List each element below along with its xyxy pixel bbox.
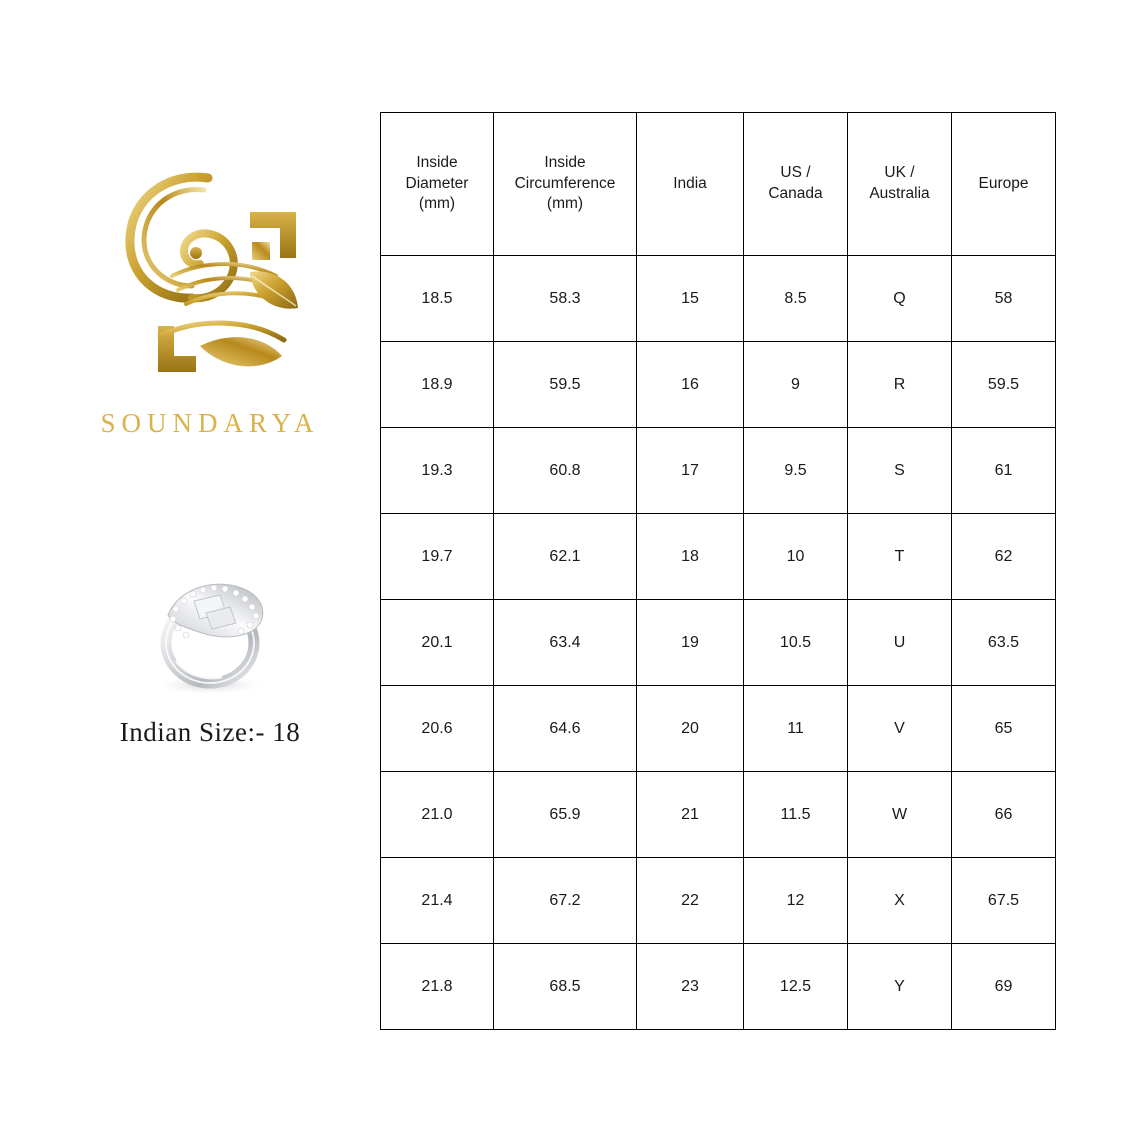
table-row xyxy=(381,428,1056,514)
header-line: India xyxy=(673,174,707,192)
cell-inside-circumference: 62.1 xyxy=(494,514,637,600)
cell-india: 22 xyxy=(637,858,744,944)
cell-inside-circumference: 59.5 xyxy=(494,342,637,428)
cell-inside-diameter: 19.7 xyxy=(381,514,494,600)
cell-inside-circumference: 60.8 xyxy=(494,428,637,514)
header-inside-diameter xyxy=(381,113,494,256)
cell-india: 16 xyxy=(637,342,744,428)
cell-us-canada: 11.5 xyxy=(744,772,848,858)
cell-india: 20 xyxy=(637,686,744,772)
brand-logo xyxy=(100,150,320,400)
header-inside-circumference xyxy=(494,113,637,256)
cell-inside-circumference: 63.4 xyxy=(494,600,637,686)
cell-inside-diameter: 20.6 xyxy=(381,686,494,772)
cell-india: 21 xyxy=(637,772,744,858)
cell-inside-circumference: 67.2 xyxy=(494,858,637,944)
cell-inside-diameter: 20.1 xyxy=(381,600,494,686)
cell-us-canada: 10 xyxy=(744,514,848,600)
header-line: Inside xyxy=(544,153,586,171)
cell-india: 15 xyxy=(637,256,744,342)
ring-size-table-wrapper xyxy=(380,112,1055,1030)
cell-india: 19 xyxy=(637,600,744,686)
table-row xyxy=(381,514,1056,600)
brand-name: SOUNDARYA xyxy=(100,408,320,438)
cell-europe: 66 xyxy=(952,772,1056,858)
header-line: UK / xyxy=(884,164,915,182)
cell-us-canada: 10.5 xyxy=(744,600,848,686)
header-us-canada xyxy=(744,113,848,256)
cell-us-canada: 12.5 xyxy=(744,944,848,1030)
cell-uk-australia: W xyxy=(848,772,952,858)
cell-europe: 62 xyxy=(952,514,1056,600)
ring-image xyxy=(110,557,310,707)
header-india xyxy=(637,113,744,256)
header-line: Australia xyxy=(869,185,930,202)
header-uk-australia xyxy=(848,113,952,256)
cell-india: 18 xyxy=(637,514,744,600)
cell-europe: 58 xyxy=(952,256,1056,342)
table-row xyxy=(381,944,1056,1030)
indian-size-caption: Indian Size:- 18 xyxy=(119,717,301,747)
cell-us-canada: 9 xyxy=(744,342,848,428)
table-row xyxy=(381,342,1056,428)
header-line: (mm) xyxy=(546,195,584,213)
header-line: Circumference xyxy=(514,174,616,192)
diamond-ring-photo xyxy=(110,557,310,707)
cell-europe: 61 xyxy=(952,428,1056,514)
cell-europe: 63.5 xyxy=(952,600,1056,686)
cell-uk-australia: Q xyxy=(848,256,952,342)
table-row xyxy=(381,772,1056,858)
cell-india: 17 xyxy=(637,428,744,514)
cell-europe: 67.5 xyxy=(952,858,1056,944)
cell-inside-diameter: 21.0 xyxy=(381,772,494,858)
table-row xyxy=(381,686,1056,772)
cell-uk-australia: S xyxy=(848,428,952,514)
table-row xyxy=(381,600,1056,686)
cell-inside-circumference: 68.5 xyxy=(494,944,637,1030)
header-line: Diameter xyxy=(405,174,469,192)
brand-panel xyxy=(60,150,360,748)
header-line: US / xyxy=(780,164,811,182)
ring-size-table xyxy=(380,112,1056,1030)
cell-uk-australia: T xyxy=(848,514,952,600)
table-header-row xyxy=(381,113,1056,256)
cell-uk-australia: V xyxy=(848,686,952,772)
header-europe xyxy=(952,113,1056,256)
cell-uk-australia: R xyxy=(848,342,952,428)
cell-us-canada: 11 xyxy=(744,686,848,772)
cell-inside-diameter: 18.5 xyxy=(381,256,494,342)
cell-inside-diameter: 19.3 xyxy=(381,428,494,514)
cell-europe: 59.5 xyxy=(952,342,1056,428)
cell-europe: 65 xyxy=(952,686,1056,772)
header-line: Inside xyxy=(416,153,458,171)
cell-us-canada: 8.5 xyxy=(744,256,848,342)
table-row xyxy=(381,858,1056,944)
cell-us-canada: 9.5 xyxy=(744,428,848,514)
header-line: (mm) xyxy=(418,195,456,213)
cell-inside-circumference: 58.3 xyxy=(494,256,637,342)
cell-inside-diameter: 21.4 xyxy=(381,858,494,944)
cell-uk-australia: U xyxy=(848,600,952,686)
cell-europe: 69 xyxy=(952,944,1056,1030)
swan-monogram-logo xyxy=(100,150,320,400)
cell-inside-diameter: 21.8 xyxy=(381,944,494,1030)
header-line: Canada xyxy=(768,185,823,202)
cell-inside-diameter: 18.9 xyxy=(381,342,494,428)
cell-inside-circumference: 64.6 xyxy=(494,686,637,772)
table-row xyxy=(381,256,1056,342)
cell-inside-circumference: 65.9 xyxy=(494,772,637,858)
cell-uk-australia: X xyxy=(848,858,952,944)
cell-us-canada: 12 xyxy=(744,858,848,944)
cell-uk-australia: Y xyxy=(848,944,952,1030)
cell-india: 23 xyxy=(637,944,744,1030)
header-line: Europe xyxy=(978,174,1029,192)
